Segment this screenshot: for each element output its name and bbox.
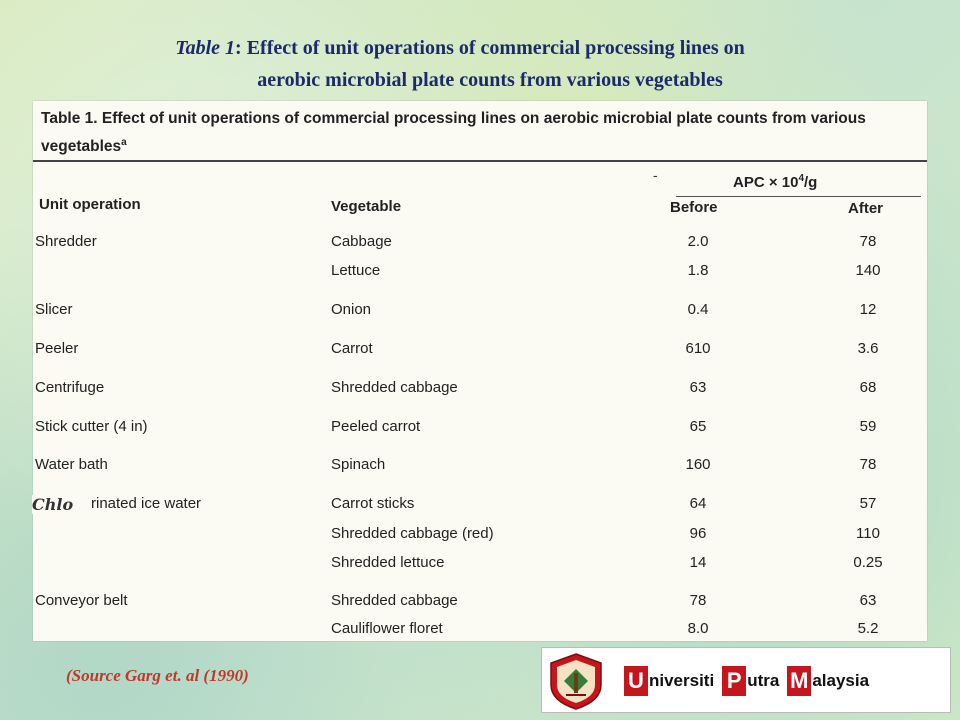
upm-seal-icon [546,651,606,711]
cell-vegetable: Shredded cabbage [331,592,458,609]
cell-before: 14 [689,554,707,571]
cell-before: 160 [685,456,711,473]
cell-unit: Shredder [35,233,97,250]
header-before: Before [670,199,718,216]
cell-before: 96 [689,525,707,542]
scanned-table-image [33,101,927,641]
slide-title-line1 [0,32,960,64]
table-row [33,233,927,257]
table-row [33,418,927,442]
stray-mark: - [653,167,658,183]
apc-header [733,173,817,191]
table-row [33,592,927,616]
table-row [33,340,927,364]
cell-vegetable: Shredded lettuce [331,554,445,571]
scan-table-title [41,107,921,159]
cell-after: 12 [859,301,877,318]
cell-after: 63 [859,592,877,609]
cell-unit: Water bath [35,456,108,473]
header-unit-operation: Unit operation [39,196,141,213]
cell-vegetable: Cauliflower floret [331,620,443,637]
logo-word-putra: utra [747,671,780,690]
cell-after: 57 [859,495,877,512]
cell-after: 5.2 [857,620,879,637]
cell-unit: Stick cutter (4 in) [35,418,148,435]
cell-unit: Centrifuge [35,379,105,396]
cell-vegetable: Carrot [331,340,373,357]
slide-title [0,32,960,96]
cell-before: 65 [689,418,707,435]
scan-table-title-text: Table 1. Effect of unit operations of commercial processing lines on aerobic microbial plate counts from various vegetables [41,110,866,156]
cell-after: 110 [856,525,880,542]
cell-after: 78 [859,233,877,250]
table-top-rule [33,160,927,162]
table-row [33,554,927,578]
cell-vegetable: Shredded cabbage (red) [331,525,494,542]
header-vegetable: Vegetable [331,198,402,215]
logo-word-universiti: niversiti [649,671,715,690]
table-row [33,262,927,286]
table-row [33,495,927,519]
cell-before: 610 [685,340,711,357]
cell-before: 63 [689,379,707,396]
scan-title-superscript: a [121,137,127,148]
cell-before: 1.8 [687,262,709,279]
source-citation: (Source Garg et. al (1990) [66,666,249,685]
apc-header-prefix: APC × 10 [733,174,799,191]
cell-unit: Slicer [35,301,73,318]
apc-header-suffix: /g [804,174,818,191]
header-after: After [848,200,884,217]
table-row [33,301,927,325]
apc-header-exponent: 4 [798,173,805,184]
cell-before: 78 [689,592,707,609]
cell-after: 0.25 [853,554,883,571]
cell-before: 64 [689,495,707,512]
logo-cap-p: P [722,666,746,696]
cell-unit: rinated ice water [91,495,202,512]
cell-after: 78 [859,456,877,473]
cell-before: 8.0 [687,620,709,637]
cell-vegetable: Lettuce [331,262,381,279]
cell-vegetable: Peeled carrot [331,418,421,435]
cell-before: 2.0 [687,233,709,250]
cell-after: 59 [859,418,877,435]
cell-vegetable: Carrot sticks [331,495,415,512]
cell-vegetable: Spinach [331,456,386,473]
slide-title-rest: : Effect of unit operations of commercial processing lines on [235,37,745,59]
university-name [624,664,877,698]
table-row [33,456,927,480]
slide-title-italic: Table 1 [175,37,236,59]
cell-vegetable: Cabbage [331,233,392,250]
handwritten-correction: Chlo [32,495,74,514]
cell-unit: Peeler [35,340,79,357]
table-row [33,525,927,549]
table-row [33,379,927,403]
cell-vegetable: Shredded cabbage [331,379,458,396]
cell-after: 140 [855,262,881,279]
table-row [33,620,927,644]
cell-after: 68 [859,379,877,396]
cell-before: 0.4 [687,301,709,318]
logo-word-malaysia: alaysia [812,671,870,690]
slide-title-line2: aerobic microbial plate counts from various vegetables [257,69,723,91]
logo-cap-m: M [787,666,811,696]
cell-unit: Conveyor belt [35,592,128,609]
university-logo [541,647,951,713]
apc-header-rule [676,196,921,197]
cell-vegetable: Onion [331,301,372,318]
logo-cap-u: U [624,666,648,696]
cell-after: 3.6 [857,340,879,357]
